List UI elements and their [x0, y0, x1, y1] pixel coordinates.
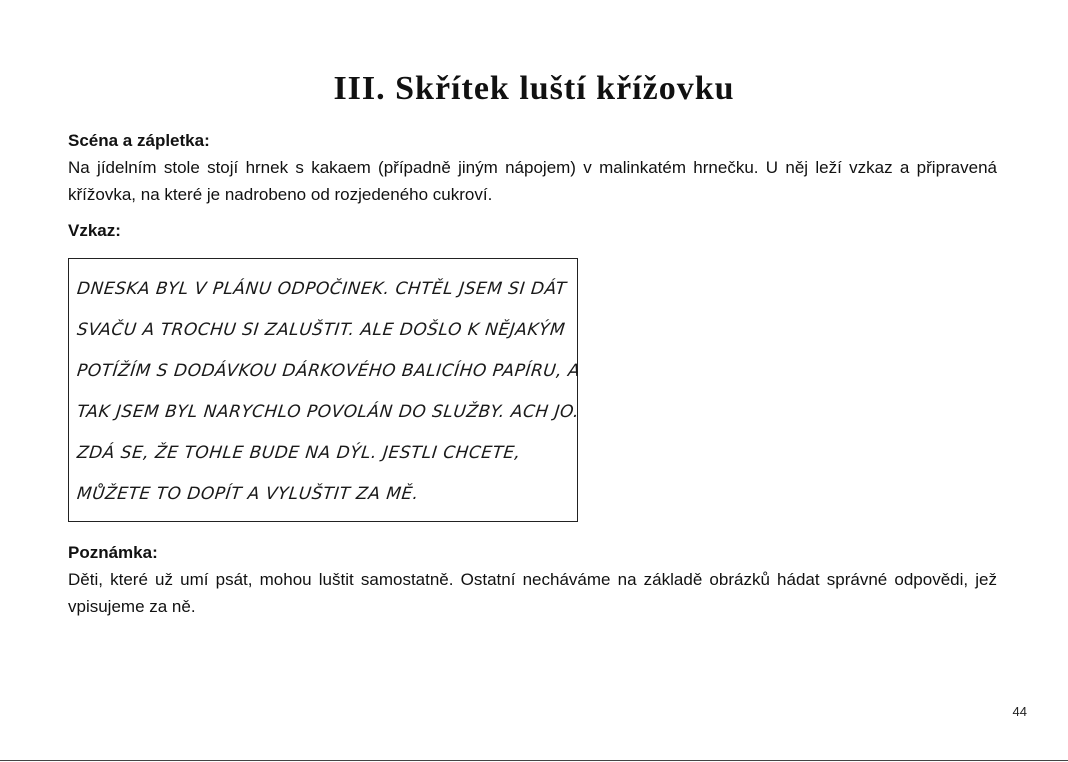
message-line: DNESKA BYL V PLÁNU ODPOČINEK. CHTĚL JSEM SI DÁT [76, 279, 568, 299]
scene-heading: Scéna a zápletka: [68, 131, 210, 150]
page-content [68, 128, 997, 620]
page-number: 44 [1012, 704, 1027, 719]
handwritten-message-box [68, 258, 582, 522]
scene-section [68, 128, 997, 208]
message-section [68, 218, 997, 522]
note-section [68, 540, 997, 620]
message-line: TAK JSEM BYL NARYCHLO POVOLÁN DO SLUŽBY. ACH JO. [76, 402, 581, 422]
message-heading: Vzkaz: [68, 221, 121, 240]
note-heading: Poznámka: [68, 543, 158, 562]
note-text: Děti, které už umí psát, mohou luštit samostatně. Ostatní necháváme na základě obrázků hádat správné odpovědi, jež vpisujeme za ně. [68, 570, 997, 616]
message-line: SVAČU A TROCHU SI ZALUŠTIT. ALE DOŠLO K NĚJAKÝM [76, 320, 567, 340]
message-line: POTÍŽÍM S DODÁVKOU DÁRKOVÉHO BALICÍHO PAPÍRU, A [76, 361, 582, 381]
message-line: ZDÁ SE, ŽE TOHLE BUDE NA DÝL. JESTLI CHCETE, [76, 443, 522, 463]
bottom-divider [0, 760, 1068, 761]
scene-text: Na jídelním stole stojí hrnek s kakaem (případně jiným nápojem) v malinkatém hrnečku. U něj leží vzkaz a připravená křížovka, na které je nadrobeno od rozjedeného cukroví. [68, 158, 997, 204]
message-line: MŮŽETE TO DOPÍT A VYLUŠTIT ZA MĚ. [76, 484, 420, 504]
page-title: III. Skřítek luští křížovku [333, 70, 735, 107]
